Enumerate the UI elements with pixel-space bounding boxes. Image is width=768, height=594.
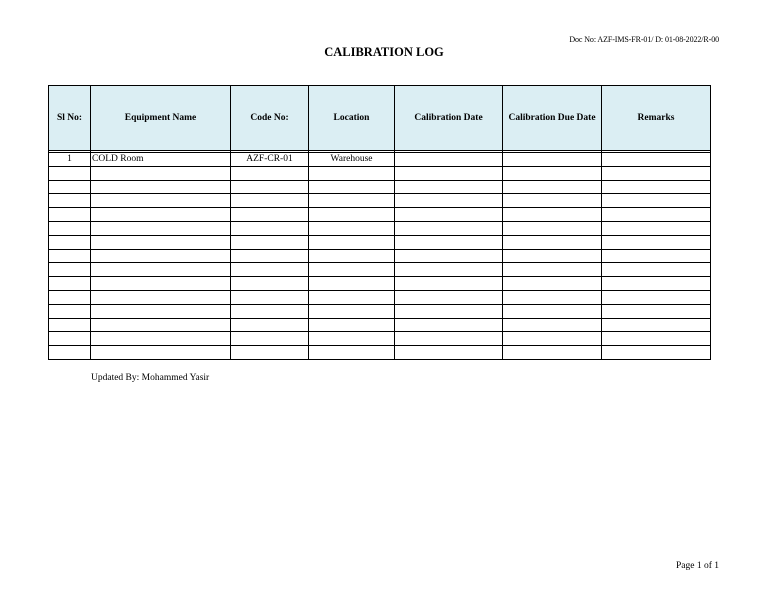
cell-remarks bbox=[602, 208, 711, 222]
cell-calibration-due-date bbox=[503, 180, 602, 194]
cell-sl-no bbox=[49, 318, 91, 332]
cell-calibration-due-date bbox=[503, 263, 602, 277]
column-header-code-no: Code No: bbox=[231, 86, 309, 151]
table-row bbox=[49, 166, 711, 180]
cell-equipment-name bbox=[91, 180, 231, 194]
cell-calibration-date bbox=[395, 180, 503, 194]
page-number: Page 1 of 1 bbox=[675, 561, 719, 571]
table-row bbox=[49, 153, 711, 167]
table-row bbox=[49, 194, 711, 208]
table-header-row bbox=[49, 86, 711, 151]
cell-equipment-name bbox=[91, 194, 231, 208]
table-row bbox=[49, 249, 711, 263]
cell-calibration-date bbox=[395, 332, 503, 346]
table-row bbox=[49, 180, 711, 194]
cell-remarks bbox=[602, 346, 711, 360]
cell-code-no bbox=[231, 332, 309, 346]
cell-sl-no bbox=[49, 332, 91, 346]
cell-location bbox=[309, 263, 395, 277]
cell-calibration-due-date bbox=[503, 277, 602, 291]
cell-equipment-name bbox=[91, 277, 231, 291]
table-row bbox=[49, 318, 711, 332]
cell-calibration-due-date bbox=[503, 346, 602, 360]
cell-sl-no bbox=[49, 304, 91, 318]
cell-calibration-due-date bbox=[503, 249, 602, 263]
cell-code-no: AZF-CR-01 bbox=[231, 153, 309, 167]
cell-location: Warehouse bbox=[309, 153, 395, 167]
column-header-remarks: Remarks bbox=[602, 86, 711, 151]
cell-remarks bbox=[602, 249, 711, 263]
cell-sl-no bbox=[49, 263, 91, 277]
cell-location bbox=[309, 249, 395, 263]
cell-sl-no bbox=[49, 249, 91, 263]
cell-equipment-name bbox=[91, 346, 231, 360]
cell-calibration-date bbox=[395, 249, 503, 263]
cell-sl-no bbox=[49, 235, 91, 249]
cell-sl-no bbox=[49, 221, 91, 235]
cell-remarks bbox=[602, 194, 711, 208]
table-row bbox=[49, 263, 711, 277]
calibration-table bbox=[48, 85, 711, 360]
cell-equipment-name bbox=[91, 304, 231, 318]
cell-location bbox=[309, 235, 395, 249]
table-row bbox=[49, 304, 711, 318]
table-row bbox=[49, 221, 711, 235]
cell-equipment-name: COLD Room bbox=[91, 153, 231, 167]
cell-calibration-due-date bbox=[503, 318, 602, 332]
cell-sl-no bbox=[49, 208, 91, 222]
cell-equipment-name bbox=[91, 166, 231, 180]
cell-code-no bbox=[231, 194, 309, 208]
cell-code-no bbox=[231, 221, 309, 235]
cell-remarks bbox=[602, 277, 711, 291]
cell-calibration-date bbox=[395, 263, 503, 277]
cell-equipment-name bbox=[91, 318, 231, 332]
doc-number: Doc No: AZF-IMS-FR-01/ D: 01-08-2022/R-00 bbox=[569, 35, 719, 44]
cell-calibration-date bbox=[395, 194, 503, 208]
cell-remarks bbox=[602, 304, 711, 318]
cell-equipment-name bbox=[91, 208, 231, 222]
cell-location bbox=[309, 180, 395, 194]
cell-remarks bbox=[602, 235, 711, 249]
cell-code-no bbox=[231, 277, 309, 291]
cell-code-no bbox=[231, 318, 309, 332]
cell-calibration-date bbox=[395, 346, 503, 360]
cell-code-no bbox=[231, 208, 309, 222]
cell-equipment-name bbox=[91, 221, 231, 235]
cell-calibration-date bbox=[395, 153, 503, 167]
page-title: CALIBRATION LOG bbox=[324, 45, 444, 59]
cell-remarks bbox=[602, 166, 711, 180]
cell-calibration-date bbox=[395, 290, 503, 304]
cell-remarks bbox=[602, 180, 711, 194]
cell-location bbox=[309, 277, 395, 291]
table-row bbox=[49, 290, 711, 304]
table-row bbox=[49, 346, 711, 360]
cell-sl-no bbox=[49, 180, 91, 194]
cell-remarks bbox=[602, 332, 711, 346]
cell-remarks bbox=[602, 290, 711, 304]
cell-sl-no bbox=[49, 166, 91, 180]
cell-remarks bbox=[602, 153, 711, 167]
cell-location bbox=[309, 194, 395, 208]
cell-calibration-date bbox=[395, 235, 503, 249]
column-header-calibration-due-date: Calibration Due Date bbox=[503, 86, 602, 151]
cell-sl-no: 1 bbox=[49, 153, 91, 167]
cell-remarks bbox=[602, 263, 711, 277]
cell-equipment-name bbox=[91, 263, 231, 277]
cell-code-no bbox=[231, 346, 309, 360]
cell-calibration-date bbox=[395, 318, 503, 332]
cell-remarks bbox=[602, 221, 711, 235]
cell-location bbox=[309, 304, 395, 318]
table-row bbox=[49, 208, 711, 222]
cell-calibration-due-date bbox=[503, 166, 602, 180]
cell-location bbox=[309, 208, 395, 222]
cell-calibration-due-date bbox=[503, 194, 602, 208]
cell-location bbox=[309, 166, 395, 180]
cell-calibration-due-date bbox=[503, 208, 602, 222]
cell-calibration-due-date bbox=[503, 221, 602, 235]
table-row bbox=[49, 277, 711, 291]
cell-code-no bbox=[231, 180, 309, 194]
column-header-calibration-date: Calibration Date bbox=[395, 86, 503, 151]
cell-calibration-due-date bbox=[503, 235, 602, 249]
cell-calibration-date bbox=[395, 304, 503, 318]
cell-calibration-date bbox=[395, 208, 503, 222]
cell-location bbox=[309, 346, 395, 360]
table-row bbox=[49, 235, 711, 249]
cell-code-no bbox=[231, 235, 309, 249]
table-row bbox=[49, 332, 711, 346]
cell-calibration-due-date bbox=[503, 290, 602, 304]
cell-sl-no bbox=[49, 194, 91, 208]
cell-code-no bbox=[231, 249, 309, 263]
column-header-sl-no: Sl No: bbox=[49, 86, 91, 151]
cell-sl-no bbox=[49, 290, 91, 304]
cell-location bbox=[309, 290, 395, 304]
cell-location bbox=[309, 332, 395, 346]
column-header-location: Location bbox=[309, 86, 395, 151]
cell-equipment-name bbox=[91, 249, 231, 263]
cell-location bbox=[309, 221, 395, 235]
cell-location bbox=[309, 318, 395, 332]
cell-calibration-due-date bbox=[503, 153, 602, 167]
cell-calibration-due-date bbox=[503, 332, 602, 346]
column-header-equipment-name: Equipment Name bbox=[91, 86, 231, 151]
cell-code-no bbox=[231, 166, 309, 180]
cell-calibration-due-date bbox=[503, 304, 602, 318]
cell-equipment-name bbox=[91, 290, 231, 304]
updated-by: Updated By: Mohammed Yasir bbox=[91, 373, 210, 383]
cell-code-no bbox=[231, 290, 309, 304]
cell-remarks bbox=[602, 318, 711, 332]
cell-code-no bbox=[231, 304, 309, 318]
cell-equipment-name bbox=[91, 332, 231, 346]
cell-code-no bbox=[231, 263, 309, 277]
cell-calibration-date bbox=[395, 221, 503, 235]
cell-sl-no bbox=[49, 277, 91, 291]
cell-calibration-date bbox=[395, 277, 503, 291]
cell-sl-no bbox=[49, 346, 91, 360]
cell-calibration-date bbox=[395, 166, 503, 180]
cell-equipment-name bbox=[91, 235, 231, 249]
